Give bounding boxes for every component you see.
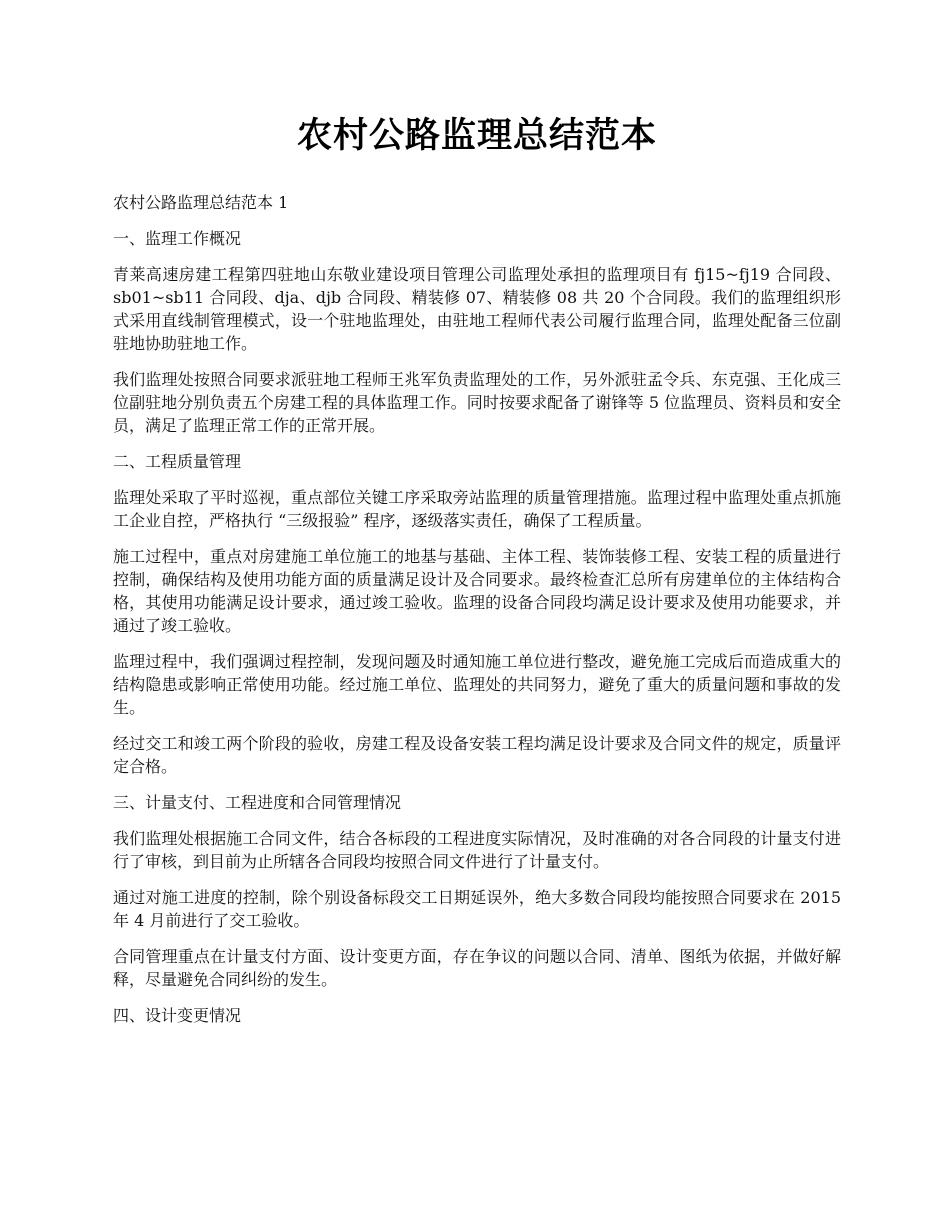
- document-title: 农村公路监理总结范本: [296, 115, 657, 156]
- paragraph: 施工过程中，重点对房建施工单位施工的地基与基础、主体工程、装饰装修工程、安装工程的质量进行控制，确保结构及使用功能方面的质量满足设计及合同要求。最终检查汇总所有房建单位的主体结构合格，其使用功能满足设计要求，通过竣工验收。监理的设备合同段均满足设计要求及使用功能要求，并通过了竣工验收。: [113, 547, 841, 635]
- section-heading: 一、监理工作概况: [113, 229, 242, 248]
- paragraph: 我们监理处根据施工合同文件，结合各标段的工程进度实际情况，及时准确的对各合同段的计量支付进行了审核，到目前为止所辖各合同段均按照合同文件进行了计量支付。: [113, 829, 841, 871]
- section-heading: 三、计量支付、工程进度和合同管理情况: [113, 793, 402, 812]
- paragraph: 青莱高速房建工程第四驻地山东敬业建设项目管理公司监理处承担的监理项目有 fj15~fj19 合同段、sb01~sb11 合同段、dja、djb 合同段、精装修 07、精装修 08 共 20 个合同段。我们的监理组织形式采用直线制管理模式，设一个驻地监理处，由驻地工程师代表公司履行监理合同，监理处配备三位副驻地协助驻地工作。: [113, 265, 841, 353]
- paragraph: 我们监理处按照合同要求派驻地工程师王兆军负责监理处的工作，另外派驻孟令兵、东克强、王化成三位副驻地分别负责五个房建工程的具体监理工作。同时按要求配备了谢锋等 5 位监理员、资料员和安全员，满足了监理正常工作的正常开展。: [113, 370, 841, 435]
- section-heading: 四、设计变更情况: [113, 1006, 242, 1025]
- document-subtitle: 农村公路监理总结范本 1: [113, 193, 289, 212]
- paragraph: 监理处采取了平时巡视，重点部位关键工序采取旁站监理的质量管理措施。监理过程中监理处重点抓施工企业自控，严格执行 “三级报验” 程序，逐级落实责任，确保了工程质量。: [113, 488, 841, 530]
- paragraph: 监理过程中，我们强调过程控制，发现问题及时通知施工单位进行整改，避免施工完成后而造成重大的结构隐患或影响正常使用功能。经过施工单位、监理处的共同努力，避免了重大的质量问题和事故的发生。: [113, 652, 841, 717]
- section-heading: 二、工程质量管理: [113, 452, 242, 471]
- document-body: [113, 227, 841, 1027]
- paragraph: 合同管理重点在计量支付方面、设计变更方面，存在争议的问题以合同、清单、图纸为依据，并做好解释，尽量避免合同纠纷的发生。: [113, 947, 841, 989]
- document-page: [113, 112, 841, 1040]
- paragraph: 通过对施工进度的控制，除个别设备标段交工日期延误外，绝大多数合同段均能按照合同要求在 2015 年 4 月前进行了交工验收。: [113, 888, 841, 930]
- paragraph: 经过交工和竣工两个阶段的验收，房建工程及设备安装工程均满足设计要求及合同文件的规定，质量评定合格。: [113, 734, 841, 776]
